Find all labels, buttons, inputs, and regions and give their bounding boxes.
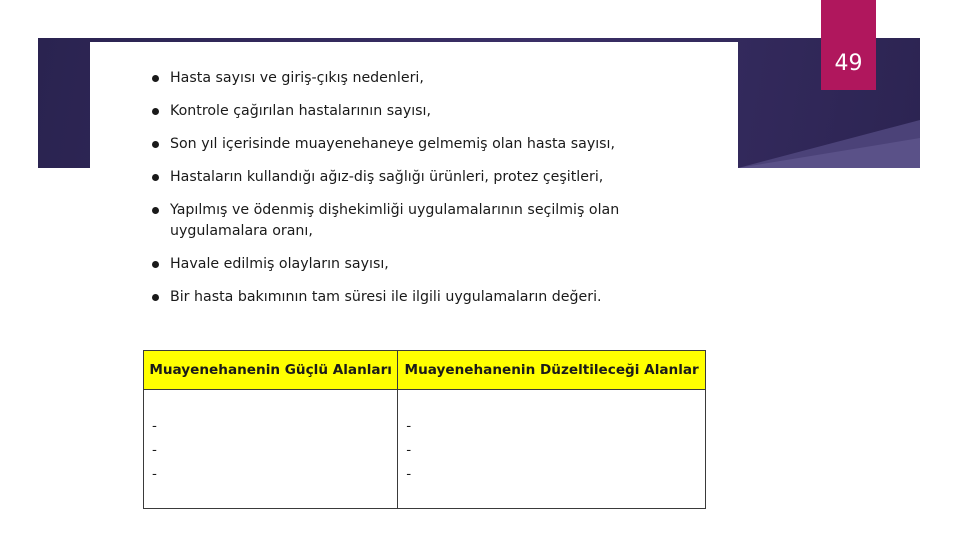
criteria-list: [150, 68, 710, 320]
list-item: [150, 200, 710, 242]
improvements-cell: [398, 390, 706, 509]
list-item-text: Hasta sayısı ve giriş-çıkış nedenleri,: [170, 70, 424, 86]
bullet-icon: [152, 108, 159, 115]
list-item: [150, 287, 710, 308]
list-item-text: Yapılmış ve ödenmiş dişhekimliği uygulamalarının seçilmiş olan uygulamalara oranı,: [170, 202, 620, 239]
list-item: [150, 68, 710, 89]
dash-item: -: [406, 442, 412, 458]
dash-item: -: [152, 466, 157, 482]
bullet-icon: [152, 294, 159, 301]
dash-item: -: [406, 418, 412, 434]
list-item-text: Bir hasta bakımının tam süresi ile ilgili uygulamaların değeri.: [170, 289, 602, 305]
list-item: [150, 254, 710, 275]
list-item: [150, 134, 710, 155]
bullet-icon: [152, 261, 159, 268]
dash-item: -: [152, 418, 157, 434]
list-item-text: Hastaların kullandığı ağız-diş sağlığı ürünleri, protez çeşitleri,: [170, 169, 604, 185]
bullet-icon: [152, 174, 159, 181]
list-item: [150, 101, 710, 122]
list-item-text: Havale edilmiş olayların sayısı,: [170, 256, 389, 272]
strengths-header: Muayenehanenin Güçlü Alanları: [144, 351, 398, 390]
table-row: [144, 390, 706, 509]
page-number: 49: [834, 51, 863, 76]
content-panel: [90, 42, 738, 492]
list-item: [150, 167, 710, 188]
page-number-tab: [821, 0, 876, 90]
table-header-row: [144, 351, 706, 390]
improvements-header: Muayenehanenin Düzeltileceği Alanlar: [398, 351, 706, 390]
list-item-text: Kontrole çağırılan hastalarının sayısı,: [170, 103, 432, 119]
dash-item: -: [152, 442, 157, 458]
bullet-icon: [152, 207, 159, 214]
assessment-table: [143, 350, 706, 509]
list-item-text: Son yıl içerisinde muayenehaneye gelmemiş olan hasta sayısı,: [170, 136, 616, 152]
bullet-icon: [152, 141, 159, 148]
dash-item: -: [406, 466, 412, 482]
bullet-icon: [152, 75, 159, 82]
strengths-cell: [144, 390, 398, 509]
